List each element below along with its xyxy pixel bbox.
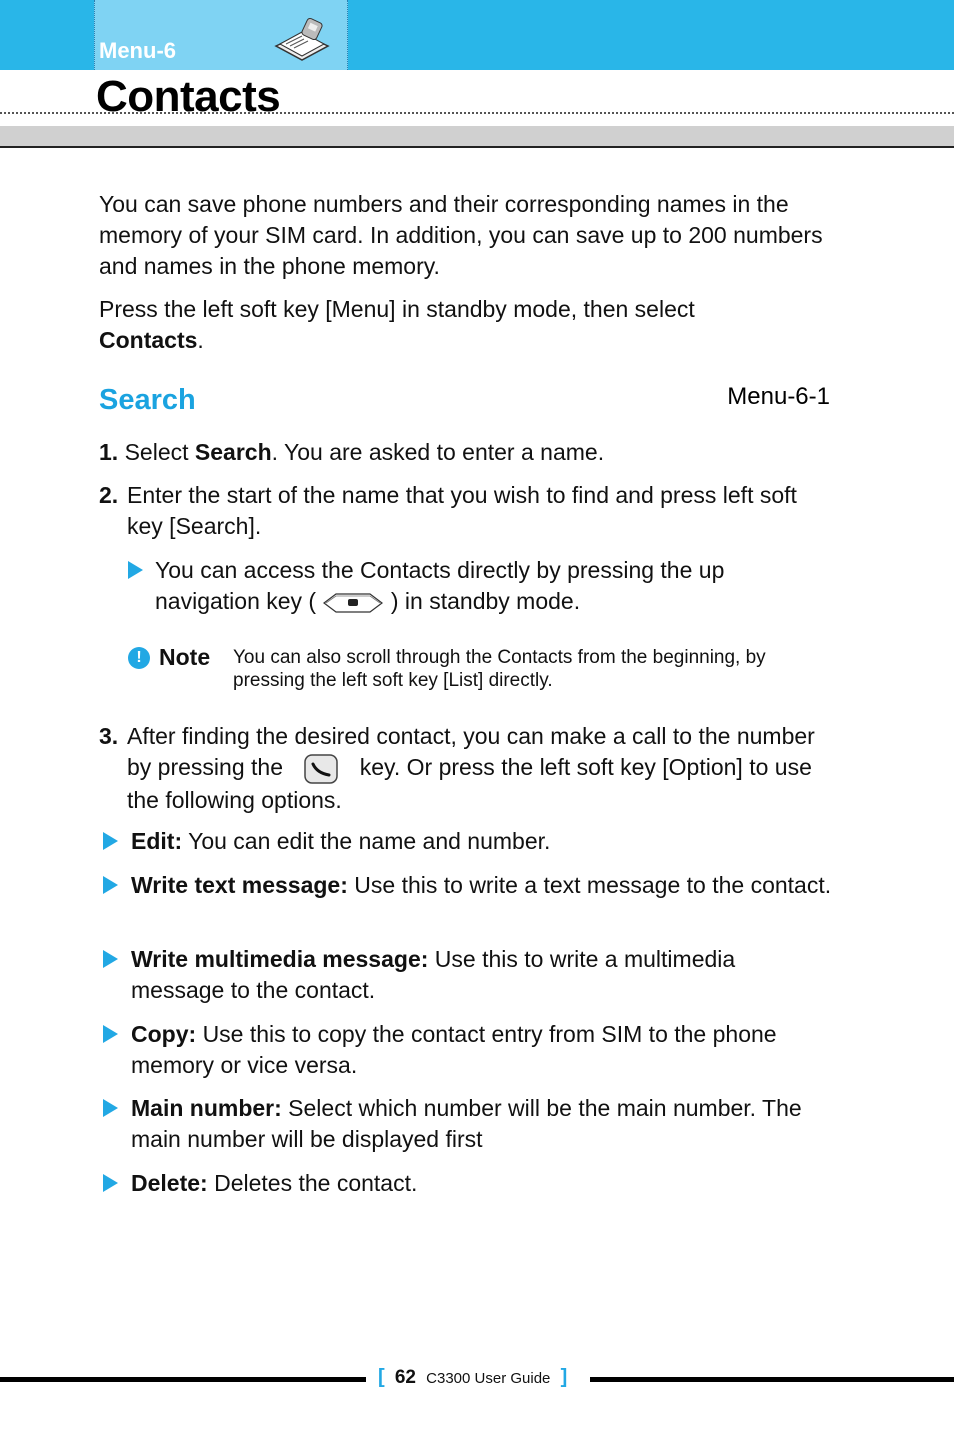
footer-rule-left (0, 1377, 366, 1382)
section-heading-search: Search (99, 384, 196, 416)
step-3: 3. After finding the desired contact, you can make a call to the number by pressing the key. Or press the left soft key [Option] to use the following options. (99, 723, 815, 813)
triangle-bullet-icon (103, 950, 118, 968)
header-underline-bar (0, 126, 954, 148)
footer-rule-right (590, 1377, 954, 1382)
triangle-bullet-icon (103, 832, 118, 850)
note-label: Note (159, 644, 211, 670)
option-edit: Edit: You can edit the name and number. (103, 826, 833, 857)
menu-label: Menu-6 (99, 38, 176, 63)
triangle-bullet-icon (103, 876, 118, 894)
option-copy: Copy: Use this to copy the contact entry from SIM to the phone memory or vice versa. (103, 1019, 833, 1081)
up-navigation-key-icon (322, 592, 384, 614)
triangle-bullet-icon (103, 1174, 118, 1192)
page-footer: [ 62 C3300 User Guide ] (378, 1366, 568, 1388)
menu-reference: Menu-6-1 (727, 383, 830, 410)
contacts-book-icon (272, 16, 332, 64)
note-info-icon: ! (128, 647, 150, 669)
triangle-bullet-icon (103, 1025, 118, 1043)
intro-paragraph-2: Press the left soft key [Menu] in standby mode, then select Contacts. (99, 296, 695, 353)
guide-name: C3300 User Guide (426, 1370, 551, 1387)
option-main-number: Main number: Select which number will be the main number. The main number will be displayed first (103, 1093, 833, 1155)
step-2: 2. Enter the start of the name that you wish to find and press left soft key [Search]. (99, 482, 797, 539)
option-write-text-message: Write text message: Use this to write a text message to the contact. (103, 870, 833, 901)
step-1: 1. Select Search. You are asked to enter a name. (99, 439, 605, 465)
intro-paragraph-1: You can save phone numbers and their corresponding names in the memory of your SIM card. In addition, you can save up to 200 numbers and names in the phone memory. (99, 191, 823, 279)
send-key-icon (303, 753, 339, 785)
page-title: Contacts (96, 72, 281, 121)
option-delete: Delete: Deletes the contact. (103, 1168, 833, 1199)
triangle-bullet-icon (103, 1099, 118, 1117)
option-write-multimedia-message: Write multimedia message: Use this to write a multimedia message to the contact. (103, 944, 833, 1006)
note-text: You can also scroll through the Contacts from the beginning, by pressing the left soft key [List] directly. (233, 647, 766, 691)
step-2-tip: You can access the Contacts directly by pressing the up navigation key ( ) in standby mode. (128, 555, 808, 617)
page-number: 62 (394, 1367, 416, 1388)
contacts-bold: Contacts (99, 327, 198, 353)
dotted-divider (0, 112, 954, 114)
triangle-bullet-icon (128, 561, 143, 579)
